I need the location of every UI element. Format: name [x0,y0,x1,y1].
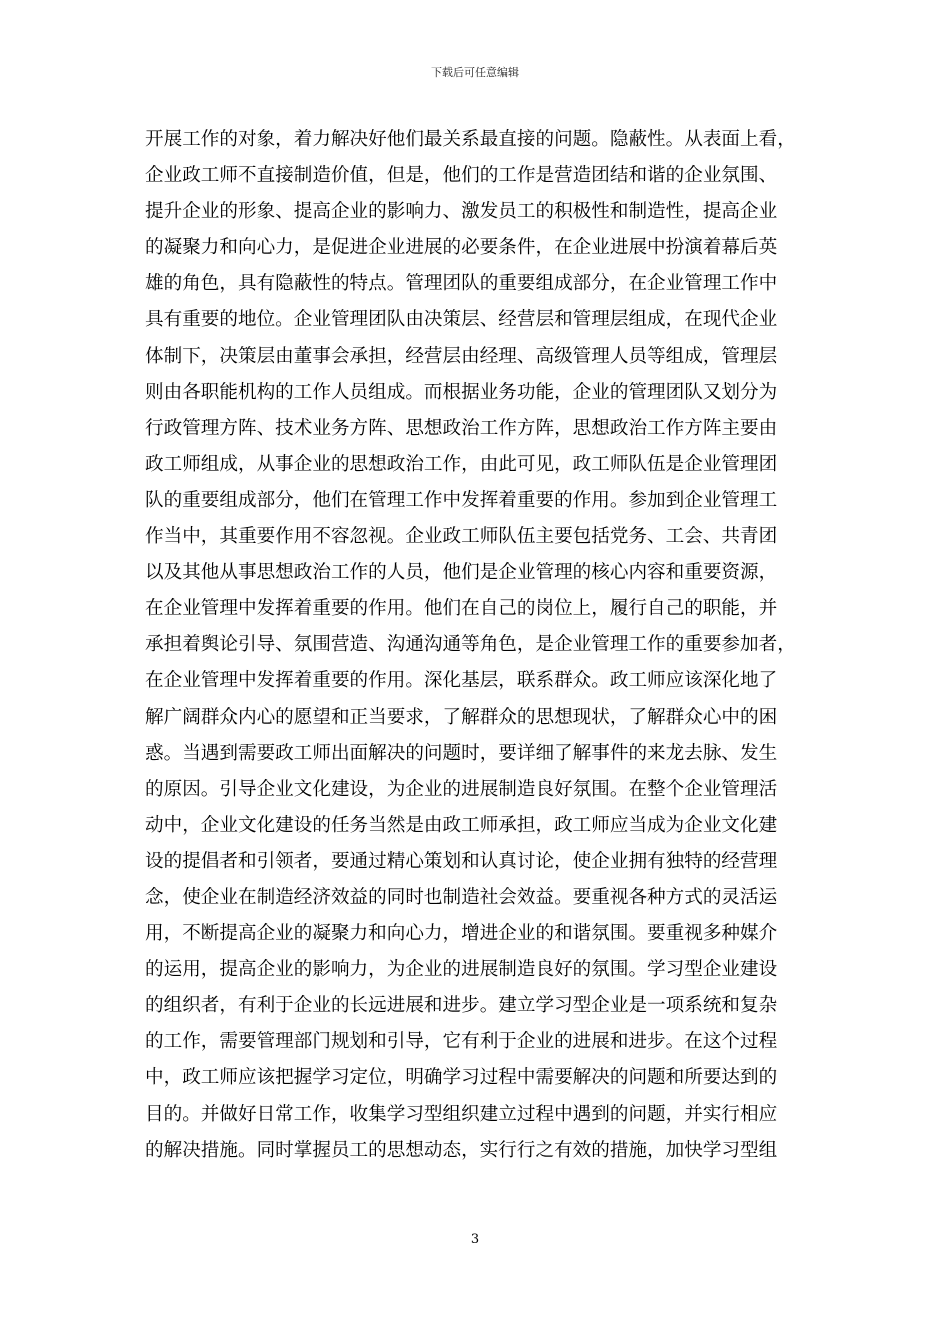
text-line: 行政管理方阵、技术业务方阵、思想政治工作方阵，思想政治工作方阵主要由 [145,417,778,439]
text-line: 念，使企业在制造经济效益的同时也制造社会效益。要重视各种方式的灵活运 [145,886,778,908]
text-line: 以及其他从事思想政治工作的人员，他们是企业管理的核心内容和重要资源， [145,562,778,584]
text-line: 用，不断提高企业的凝聚力和向心力，增进企业的和谐氛围。要重视多种媒介 [145,923,778,945]
text-line: 目的。并做好日常工作，收集学习型组织建立过程中遇到的问题，并实行相应 [145,1103,778,1125]
text-line: 的原因。引导企业文化建设，为企业的进展制造良好氛围。在整个企业管理活 [145,778,778,800]
text-line: 的解决措施。同时掌握员工的思想动态，实行行之有效的措施，加快学习型组 [145,1139,778,1161]
text-line: 的运用，提高企业的影响力，为企业的进展制造良好的氛围。学习型企业建设 [145,959,778,981]
text-line: 在企业管理中发挥着重要的作用。深化基层，联系群众。政工师应该深化地了 [145,670,778,692]
text-line: 动中，企业文化建设的任务当然是由政工师承担，政工师应当成为企业文化建 [145,814,778,836]
text-line: 承担着舆论引导、氛围营造、沟通沟通等角色，是企业管理工作的重要参加者， [145,634,796,656]
text-line: 惑。当遇到需要政工师出面解决的问题时，要详细了解事件的来龙去脉、发生 [145,742,778,764]
text-line: 雄的角色，具有隐蔽性的特点。管理团队的重要组成部分，在企业管理工作中 [145,273,778,295]
text-line: 具有重要的地位。企业管理团队由决策层、经营层和管理层组成，在现代企业 [145,309,778,331]
text-line: 解广阔群众内心的愿望和正当要求，了解群众的思想现状，了解群众心中的困 [145,706,778,728]
text-line: 作当中，其重要作用不容忽视。企业政工师队伍主要包括党务、工会、共青团 [145,526,778,548]
text-line: 在企业管理中发挥着重要的作用。他们在自己的岗位上，履行自己的职能，并 [145,598,778,620]
text-line: 则由各职能机构的工作人员组成。而根据业务功能，企业的管理团队又划分为 [145,381,778,403]
text-line: 的凝聚力和向心力，是促进企业进展的必要条件，在企业进展中扮演着幕后英 [145,237,778,259]
text-line: 企业政工师不直接制造价值，但是，他们的工作是营造团结和谐的企业氛围、 [145,165,778,187]
text-line: 中，政工师应该把握学习定位，明确学习过程中需要解决的问题和所要达到的 [145,1067,778,1089]
text-line: 设的提倡者和引领者，要通过精心策划和认真讨论，使企业拥有独特的经营理 [145,850,778,872]
page-number: 3 [470,1232,480,1247]
text-line: 的组织者，有利于企业的长远进展和进步。建立学习型企业是一项系统和复杂 [145,995,778,1017]
body-text [145,122,815,1169]
text-line: 队的重要组成部分，他们在管理工作中发挥着重要的作用。参加到企业管理工 [145,489,778,511]
text-line: 开展工作的对象，着力解决好他们最关系最直接的问题。隐蔽性。从表面上看， [145,129,796,150]
text-line: 提升企业的形象、提高企业的影响力、激发员工的积极性和制造性，提高企业 [145,201,778,223]
text-line: 体制下，决策层由董事会承担，经营层由经理、高级管理人员等组成，管理层 [145,345,778,367]
page-header: 下载后可任意编辑 [431,66,519,79]
text-line: 的工作，需要管理部门规划和引导，它有利于企业的进展和进步。在这个过程 [145,1031,778,1053]
text-line: 政工师组成，从事企业的思想政治工作，由此可见，政工师队伍是企业管理团 [145,453,778,475]
